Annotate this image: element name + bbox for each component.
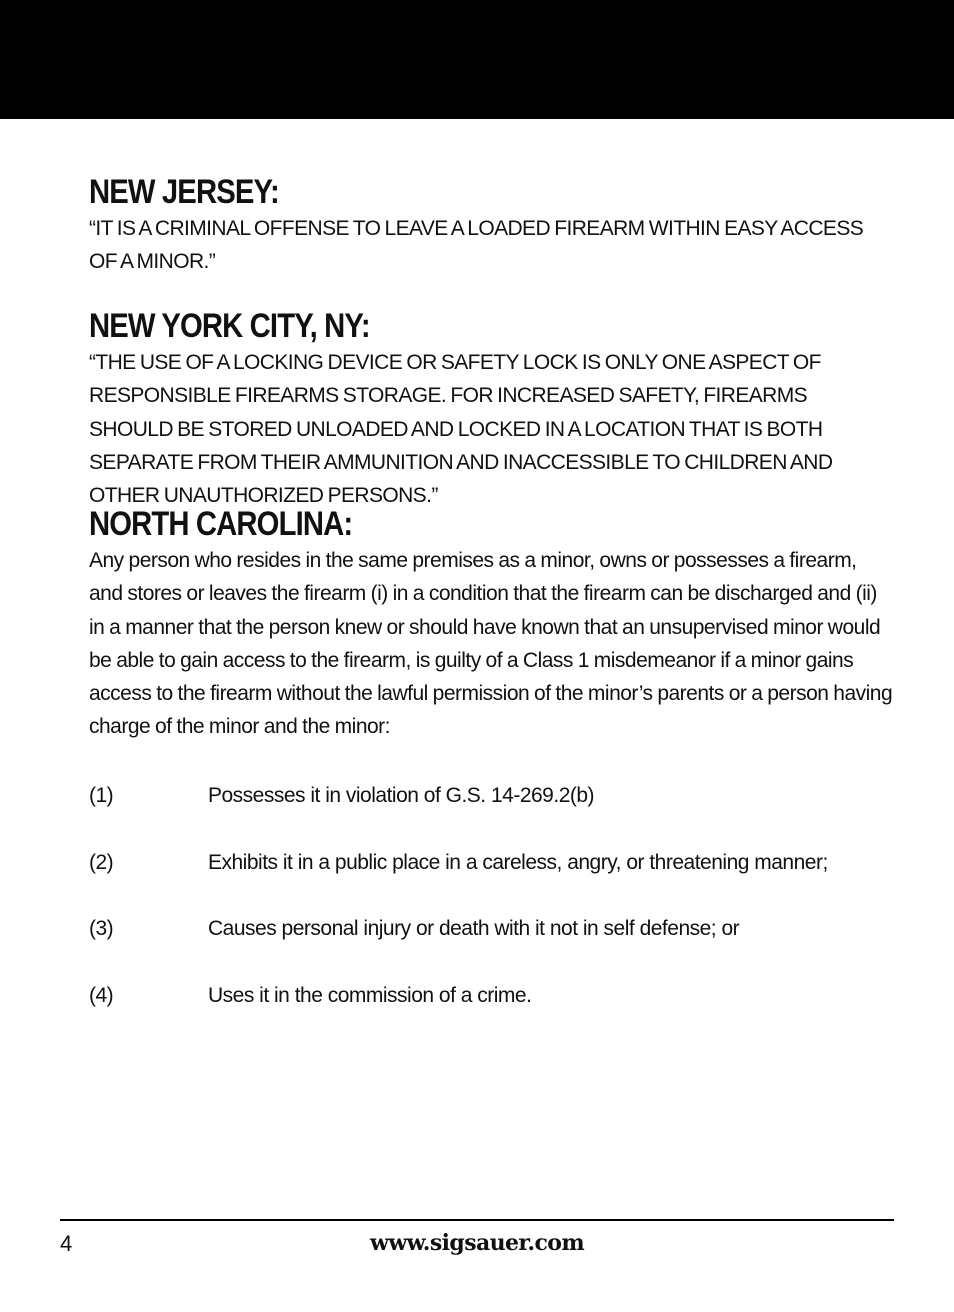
footer-website-url: www.sigsauer.com (370, 1230, 584, 1256)
header-band (0, 0, 954, 119)
page-number: 4 (60, 1231, 73, 1256)
heading-north-carolina: NORTH CAROLINA: (89, 505, 353, 543)
list-item-number: (1) (89, 784, 114, 807)
section-north-carolina (89, 504, 894, 744)
text-new-york-city: “THE USE OF A LOCKING DEVICE OR SAFETY LOCK IS ONLY ONE ASPECT OF RESPONSIBLE FIREARMS STORAGE. FOR INCREASED SAFETY, FIREARMS SHOULD BE STORED UNLOADED AND LOCKED IN A LOCATION THAT IS BOTH SEPARATE FROM THEIR AMMUNITION AND INACCESSIBLE TO CHILDREN AND OTHER UNAUTHORIZED PERSONS.” (89, 351, 833, 508)
list-item-number: (2) (89, 850, 114, 874)
text-north-carolina: Any person who resides in the same premises as a minor, owns or possesses a firearm, and stores or leaves the firearm (i) in a condition that the firearm can be discharged and (ii) in a manner that the person knew or should have known that an unsupervised minor would be able to gain access to the firearm, is guilty of a Class 1 misdemeanor if a minor gains access to the firearm without the lawful permission of the minor’s parents or a person having charge of the minor and the minor: (89, 549, 893, 739)
list-item (89, 912, 894, 979)
conditions-list (89, 779, 894, 1045)
footer-divider (60, 1219, 894, 1221)
list-item-number: (3) (89, 917, 114, 940)
heading-new-jersey: NEW JERSEY: (89, 173, 279, 211)
list-item-text: Possesses it in violation of G.S. 14-269.2(b) (208, 784, 595, 807)
text-new-jersey: “IT IS A CRIMINAL OFFENSE TO LEAVE A LOADED FIREARM WITHIN EASY ACCESS OF A MINOR.” (89, 217, 864, 274)
list-item (89, 979, 894, 1046)
heading-new-york-city: NEW YORK CITY, NY: (89, 307, 370, 345)
list-item (89, 846, 894, 913)
list-item (89, 779, 894, 846)
list-item-text: Exhibits it in a public place in a careless, angry, or threatening manner; (208, 850, 828, 874)
list-item-number: (4) (89, 983, 114, 1007)
section-new-york-city (89, 306, 894, 512)
section-new-jersey (89, 172, 894, 279)
list-item-text: Uses it in the commission of a crime. (208, 983, 532, 1007)
list-item-text: Causes personal injury or death with it not in self defense; or (208, 917, 740, 940)
